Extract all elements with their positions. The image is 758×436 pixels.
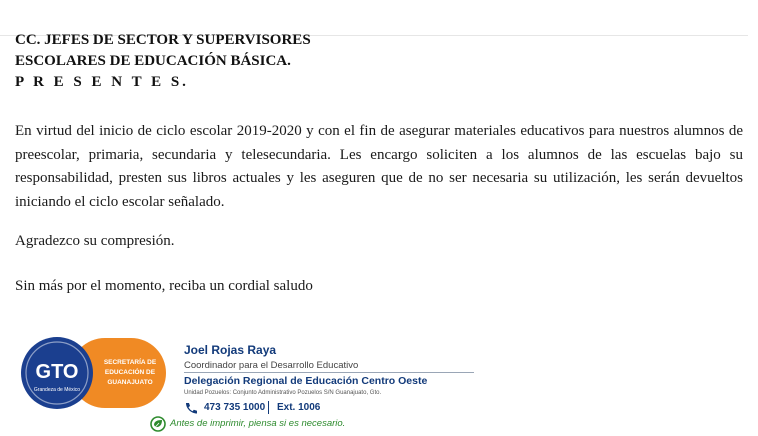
email-signature	[0, 330, 758, 436]
addressee-line-1: CC. JEFES DE SECTOR Y SUPERVISORES	[15, 32, 311, 48]
addressee-presentes: P R E S E N T E S.	[15, 74, 189, 90]
addressee-line-2: ESCOLARES DE EDUCACIÓN BÁSICA.	[15, 53, 291, 69]
logo-secretaria-line-1: SECRETARÍA DE	[103, 359, 157, 366]
body-paragraph-1: En virtud del inicio de ciclo escolar 2019-2020 y con el fin de asegurar materiales educativos para nuestros alumnos de preescolar, primaria, secundaria y telesecundaria. Les encargo soliciten a los alumnos de las escuelas bajo su responsabilidad, presten sus libros actuales y les aseguren que de no ser necesaria su utilización, les serán devueltos iniciando el ciclo escolar señalado.	[15, 123, 743, 210]
logo-tagline: Grandeza de México	[33, 387, 81, 393]
logo-secretaria-line-2: EDUCACIÓN DE	[104, 369, 156, 376]
logo-secretaria-line-3: GUANAJUATO	[107, 379, 153, 386]
signer-extension: Ext. 1006	[277, 402, 321, 413]
signer-address: Unidad Pozuelos: Conjunto Administrativo Pozuelos S/N Guanajuato, Gto.	[184, 390, 382, 396]
phone-separator	[268, 401, 269, 414]
signer-phone[interactable]: 473 735 1000	[204, 402, 266, 413]
signer-title: Coordinador para el Desarrollo Educativo	[184, 360, 359, 371]
gto-secretaria-logo	[20, 336, 168, 410]
eco-note: Antes de imprimir, piensa si es necesario.	[170, 418, 346, 429]
eco-leaf-icon	[150, 416, 166, 432]
signature-divider	[184, 372, 474, 373]
addressee-block	[15, 30, 311, 93]
body-paragraph-3: Sin más por el momento, reciba un cordial saludo	[15, 278, 313, 294]
logo-gto-text: GTO	[35, 361, 79, 383]
phone-icon	[184, 402, 198, 414]
signer-delegation: Delegación Regional de Educación Centro Oeste	[184, 375, 428, 387]
signer-name: Joel Rojas Raya	[184, 343, 277, 357]
body-paragraph-2: Agradezco su compresión.	[15, 233, 175, 249]
